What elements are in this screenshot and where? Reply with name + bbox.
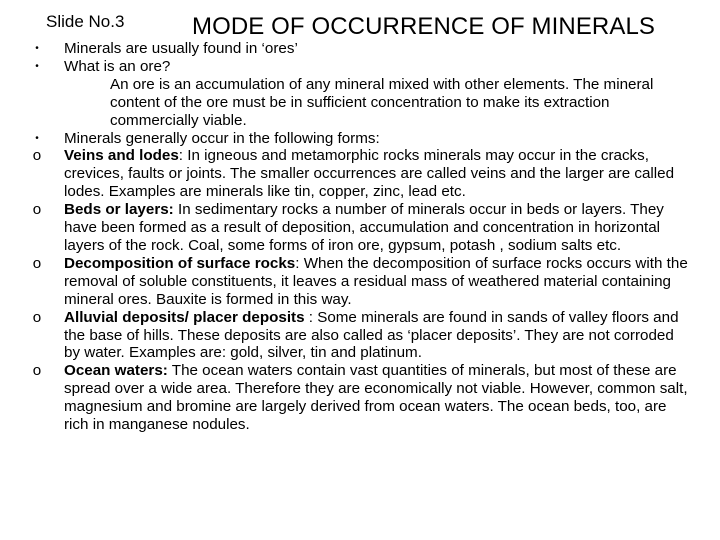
list-item <box>0 147 694 201</box>
item-text: In sedimentary rocks a number of minerals occur in beds or layers. They have been formed as a result of deposition, accumulation and concentration in horizontal layers of the rock. Coal, some forms of iron ore, gypsum, potash , sodium salts etc. <box>64 201 664 254</box>
list-item <box>0 130 694 148</box>
item-heading: Decomposition of surface rocks <box>64 254 296 272</box>
bullet-marker: • <box>35 60 39 72</box>
item-heading: Veins and lodes <box>64 147 179 165</box>
bullet-marker: • <box>35 132 39 144</box>
slide-content <box>0 40 720 434</box>
list-item <box>0 58 694 76</box>
item-text: What is an ore? <box>64 57 171 75</box>
slide-number-label: Slide No.3 <box>46 12 125 31</box>
item-heading: Alluvial deposits/ placer deposits <box>64 308 305 326</box>
item-text: Minerals are usually found in ‘ores’ <box>64 40 298 57</box>
list-item <box>0 201 694 255</box>
circle-marker: o <box>32 308 42 326</box>
item-text: : In igneous and metamorphic rocks minerals may occur in the cracks, crevices, faults or joints. The smaller occurrences are called veins and the larger are called lodes. Examples are minerals like tin, copper, zinc, lead etc. <box>64 147 675 201</box>
bullet-marker: • <box>35 43 39 54</box>
list-item <box>0 309 694 363</box>
list-item <box>0 362 694 434</box>
item-text: Minerals generally occur in the following forms: <box>64 129 380 147</box>
item-text: The ocean waters contain vast quantities of minerals, but most of these are spread over a wide area. Therefore they are economically not viable. However, common salt, magnesium and bromine are largely derived from ocean waters. The ocean beds, too, are rich in manganese nodules. <box>64 362 688 434</box>
list-item <box>0 255 694 309</box>
circle-marker: o <box>32 201 42 219</box>
item-heading: Beds or layers: <box>64 201 174 219</box>
circle-marker: o <box>32 147 42 165</box>
list-item <box>0 40 694 58</box>
circle-marker: o <box>32 362 42 380</box>
ore-definition: An ore is an accumulation of any mineral mixed with other elements. The mineral content of the ore must be in sufficient concentration to make its extraction commercially viable. <box>110 75 654 129</box>
item-heading: Ocean waters: <box>64 362 168 380</box>
circle-marker: o <box>32 254 42 272</box>
slide-title: MODE OF OCCURRENCE OF MINERALS <box>192 13 656 40</box>
item-text: : Some minerals are found in sands of valley floors and the base of hills. These deposits are also called as ‘placer deposits’. They are not corroded by water. Examples are: gold, silver, tin and platinum. <box>64 308 679 362</box>
item-text: : When the decomposition of surface rocks occurs with the removal of soluble constituents, it leaves a residual mass of weathered material containing mineral ores. Bauxite is formed in this way. <box>64 254 688 308</box>
